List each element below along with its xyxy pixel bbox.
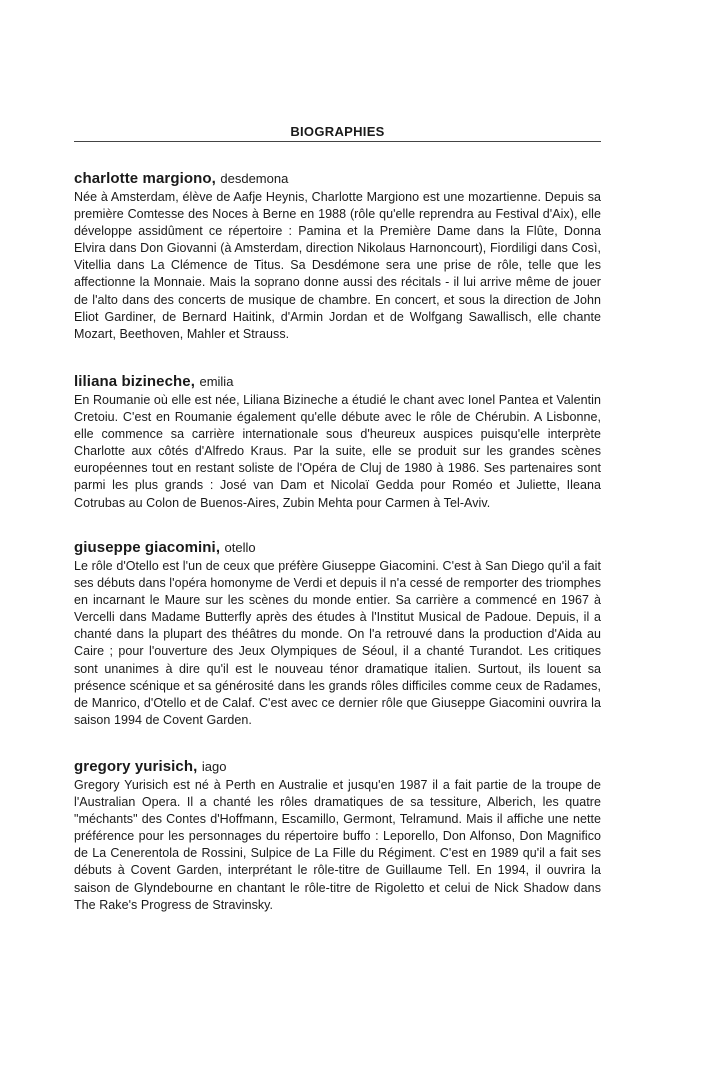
singer-role: desdemona: [220, 171, 289, 186]
singer-name: giuseppe giacomini,: [74, 539, 221, 556]
bio-text: En Roumanie où elle est née, Liliana Bizineche a étudié le chant avec Ionel Pantea et Valentin Cretoiu. C'est en Roumanie également qu'elle débute avec le rôle de Chérubin. A Lisbonne, elle commence sa carrière internationale sous d'heureux auspices puisqu'elle interprète Charlotte aux côtés d'Alfredo Kraus. Par la suite, elle se produit sur les grandes scènes européennes tout en restant soliste de l'Opéra de Cluj de 1980 à 1986. Ses partenaires sont parmi les plus grands : José van Dam et Nicolaï Gedda pour Roméo et Juliette, Ileana Cotrubas au Colon de Buenos-Aires, Zubin Mehta pour Carmen à Tel-Aviv.: [74, 393, 601, 510]
bio-text: Le rôle d'Otello est l'un de ceux que préfère Giuseppe Giacomini. C'est à San Diego qu'il a fait ses débuts dans l'opéra homonyme de Verdi et depuis il n'a cessé de remporter des triomphes en incarnant le Maure sur les scènes du monde entier. Sa carrière a commencé en 1967 à Vercelli dans Madame Butterfly après des études à l'Institut Musical de Padoue. Depuis, il a chanté dans la plupart des théâtres du monde. On l'a retrouvé dans la production d'Aida au Caire ; pour l'ouverture des Jeux Olympiques de Séoul, il a chanté Turandot. Les critiques sont unanimes à dire qu'il est le nouveau ténor dramatique italien. Surtout, ils louent sa présence scénique et sa générosité dans les grands rôles difficiles comme ceux de Radames, de Manrico, d'Otello et de Calaf. C'est avec ce dernier rôle que Giuseppe Giacomini ouvrira la saison 1994 de Covent Garden.: [74, 559, 601, 727]
bio-liliana-bizineche: [74, 372, 601, 512]
bio-charlotte-margiono: [74, 169, 601, 343]
singer-role: emilia: [199, 374, 234, 389]
singer-role: otello: [224, 540, 256, 555]
singer-name: liliana bizineche,: [74, 373, 196, 390]
singer-role: iago: [201, 759, 227, 774]
bio-heading: [74, 757, 601, 777]
section-title: BIOGRAPHIES: [290, 124, 385, 139]
bio-text: Née à Amsterdam, élève de Aafje Heynis, Charlotte Margiono est une mozartienne. Depuis sa première Comtesse des Noces à Berne en 1988 (rôle qu'elle reprendra au Festival d'Aix), elle développe assidûment ce répertoire : Pamina et la Première Dame dans la Flûte, Donna Elvira dans Don Giovanni (à Amsterdam, direction Nikolaus Harnoncourt), Fiordiligi dans Così, Vitellia dans La Clémence de Titus. Sa Desdémone sera une prise de rôle, telle que les affectionne la Monnaie. Mais la soprano donne aussi des récitals - il lui arrive même de jouer de l'alto dans des concerts de musique de chambre. En concert, et sous la direction de John Eliot Gardiner, de Bernard Haitink, d'Armin Jordan et de Wolfgang Sawallisch, elle chante Mozart, Beethoven, Mahler et Strauss.: [74, 190, 601, 341]
singer-name: charlotte margiono,: [74, 170, 216, 187]
bio-heading: [74, 372, 601, 392]
bio-heading: [74, 169, 601, 189]
bio-giuseppe-giacomini: [74, 538, 601, 729]
title-divider: [74, 141, 601, 142]
singer-name: gregory yurisich,: [74, 758, 198, 775]
bio-gregory-yurisich: [74, 757, 601, 914]
bio-heading: [74, 538, 601, 558]
bio-text: Gregory Yurisich est né à Perth en Australie et jusqu'en 1987 il a fait partie de la troupe de l'Australian Opera. Il a chanté les rôles dramatiques de sa tessiture, Alberich, les quatre "méchants" des Contes d'Hoffmann, Escamillo, Germont, Telramund. Mais il affiche une nette préférence pour les personnages du répertoire buffo : Leporello, Don Alfonso, Don Magnifico de La Cenerentola de Rossini, Sulpice de La Fille du Régiment. C'est en 1989 qu'il a fait ses débuts à Covent Garden, interprétant le rôle-titre de Guillaume Tell. En 1994, il ouvrira la saison de Glyndebourne en chantant le rôle-titre de Rigoletto et celui de Nick Shadow dans The Rake's Progress de Stravinsky.: [74, 778, 601, 912]
